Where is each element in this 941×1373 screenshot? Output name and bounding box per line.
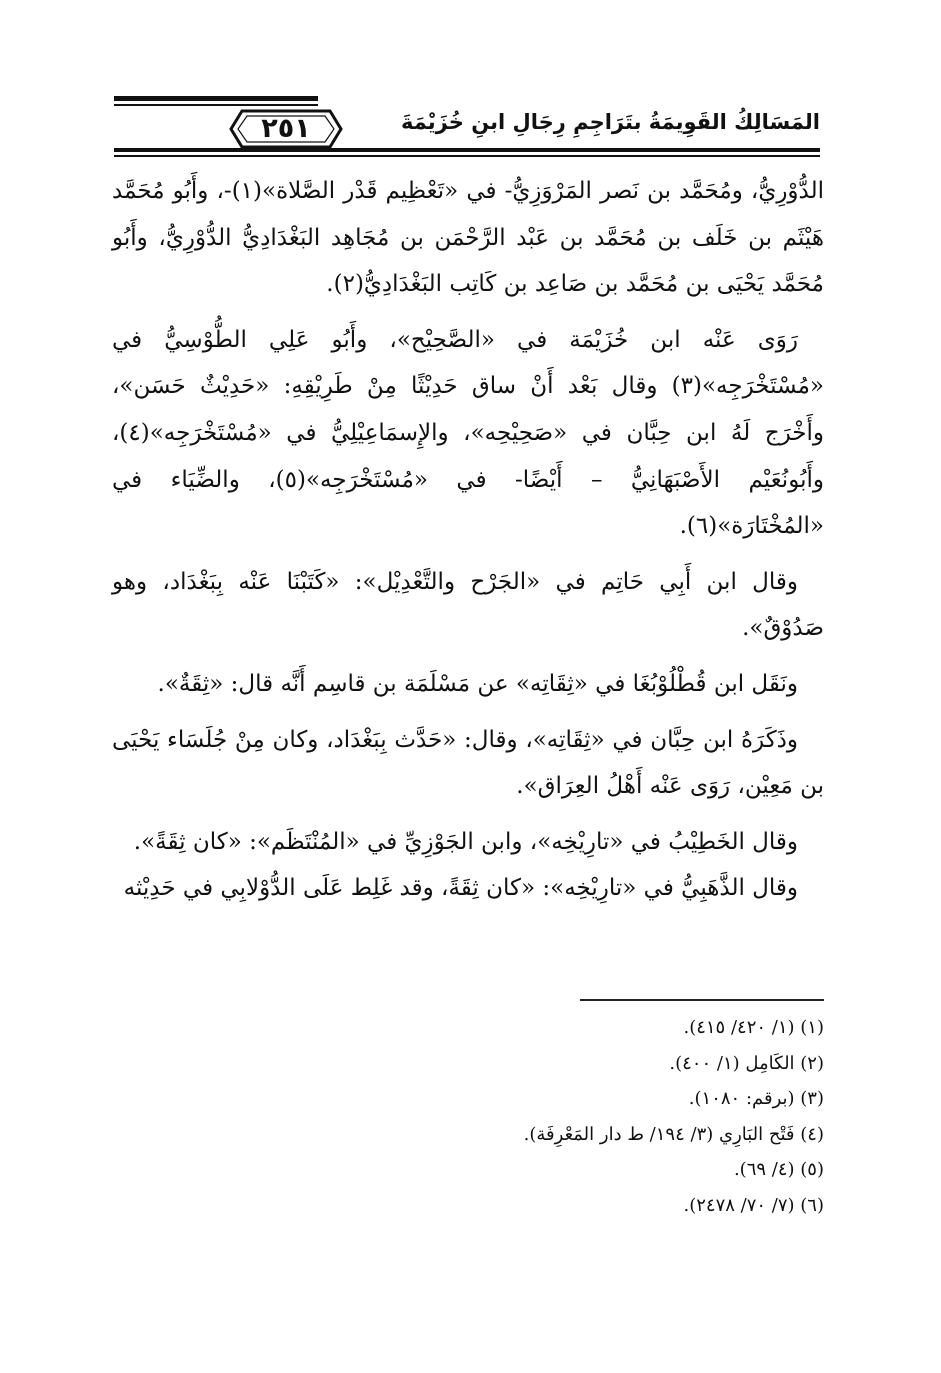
page-number-badge [228,108,344,150]
header-rule-long-thin [114,155,820,157]
footnote: (٥) (٤/ ٦٩). [733,1159,824,1180]
running-title: المَسَالِكُ القَوِيمَةُ بتَرَاجِمِ رِجَالِ ابنِ خُزَيْمَةَ [400,110,820,134]
page-number: ٢٥١ [261,113,311,144]
paragraph: وقال ابن أَبِي حَاتِم في «الجَرْح والتَّعْدِيْل»: «كَتَبْنَا عَنْه بِبَغْدَاد، وهو صَدُوْقٌ». [112,568,824,642]
footnote: (١) (١/ ٤٢٠/ ٤١٥). [683,1017,824,1038]
paragraph: ونَقَل ابن قُطْلُوْبُغَا في «ثِقَاتِه» عن مَسْلَمَة بن قاسِم أَنَّه قال: «ثِقَةٌ». [157,670,798,697]
page-header [110,96,822,168]
footnote: (٤) فَتْح البَارِي (٣/ ١٩٤/ ط دار المَعْرِفَة). [523,1123,824,1145]
paragraph: وقال الذَّهَبِيُّ في «تارِيْخِه»: «كان ثِقَةً، وقد غَلِط عَلَى الدُّوْلابِي في حَدِيْثه [123,875,798,902]
paragraph: وذَكَرَهُ ابن حِبَّان في «ثِقَاتِه»، وقال: «حَدَّث بِبَغْدَاد، وكان مِنْ جُلَسَاء يَحْيَى بن مَعِيْن، رَوَى عَنْه أَهْلُ العِرَاق». [112,726,824,800]
footnote: (٢) الكَامِل (١/ ٤٠٠). [669,1052,824,1074]
header-rule-short-thick [114,96,318,101]
paragraph: رَوَى عَنْه ابن خُزَيْمَة في «الصَّحِيْح»، وأَبُو عَلِي الطُّوْسِيُّ في «مُسْتَخْرَجِه»(٣) وقال بَعْد أَنْ ساق حَدِيْثًا مِنْ طَرِيْقِهِ: «حَدِيْثٌ حَسَن»، وأَخْرَج لَهُ ابن حِبَّان في «صَحِيْحِه»، والإِسمَاعِيْلِيُّ في «مُسْتَخْرَجِه»(٤)، وأَبُونُعَيْم الأَصْبَهَانِيُّ – أَيْضًا- في «مُسْتَخْرَجِه»(٥)، والضِّيَاء في «المُخْتَارَة»(٦). [112,326,824,540]
header-rule-short-thin [114,104,318,106]
header-rule-long-thick [114,148,820,152]
paragraph: الدُّوْرِيُّ، ومُحَمَّد بن نَصر المَرْوَزِيُّ- في «تَعْظِيم قَدْر الصَّلاة»(١)-، وأَبُو مُحَمَّد هَيْثَم بن خَلَف بن مُحَمَّد بن عَبْد الرَّحْمَن بن مُجَاهِد البَغْدَادِيُّ الدُّوْرِيُّ، وأَبُو مُحَمَّد يَحْيَى بن مُحَمَّد بن صَاعِد بن كَاتِب البَغْدَادِيُّ(٢). [112,178,825,298]
footnote: (٣) (برقم: ١٠٨٠). [688,1088,824,1109]
footnote: (٦) (٧/ ٧٠/ ٢٤٧٨). [683,1194,824,1216]
footnotes [112,1010,824,1223]
footnote-separator [580,999,824,1001]
main-text [112,168,824,912]
paragraph: وقال الخَطِيْبُ في «تارِيْخِه»، وابن الجَوْزِيِّ في «المُنْتَظَم»: «كان ثِقَةً». [133,828,798,855]
